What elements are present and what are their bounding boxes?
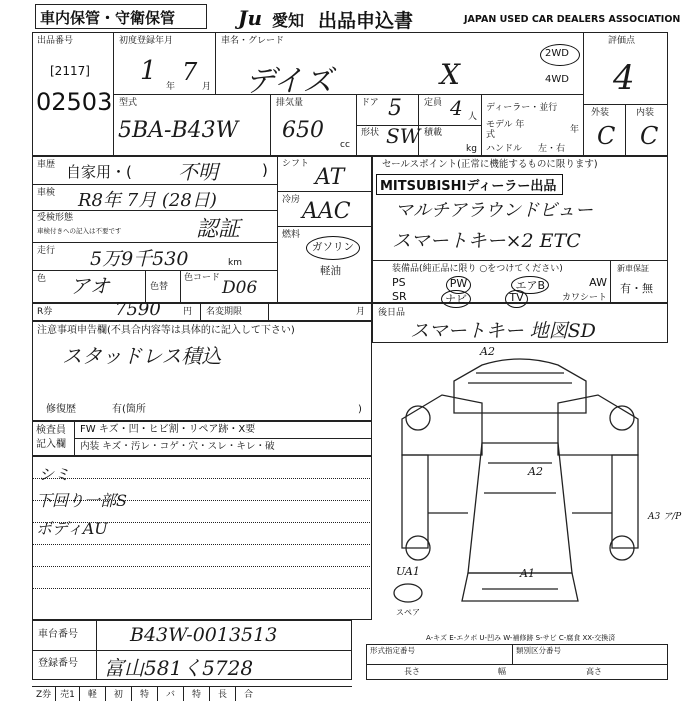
displacement-value: 650 [282, 118, 324, 143]
deadline-label: 名変期限 [206, 307, 243, 317]
car-damage-diagram [372, 343, 682, 620]
recycle-label: R券 [37, 307, 53, 317]
rating-label: 評価点 [608, 36, 636, 46]
equipment-sr: SR [392, 290, 407, 303]
aftermarket-value: スマートキー 地図SD [410, 320, 596, 342]
acceptance-label: 受検形態 [37, 213, 74, 223]
mileage-value: 5万9千530 [90, 248, 189, 270]
mileage-unit: km [228, 258, 242, 268]
spare-label: スペア [396, 608, 420, 617]
chassis-value: B43W-0013513 [130, 624, 278, 646]
color-value: アオ [70, 274, 110, 298]
equipment-navi: ナビ [441, 290, 471, 308]
dealer-banner: MITSUBISHIディーラー出品 [380, 179, 557, 194]
repair-close-paren: ) [358, 404, 362, 415]
acceptance-sublabel: 車検付きへの記入は不要です [37, 227, 122, 235]
handle-options: 左・右 [538, 144, 566, 154]
width-label: 幅 [498, 667, 506, 676]
inspector-fw-row: FW キズ・凹・ヒビ割・リペア跡・X要 [80, 424, 256, 435]
recycle-frame [32, 303, 372, 321]
footer-item: 長 [210, 687, 236, 701]
inspection-label: 車検 [37, 188, 56, 198]
inspector-label-line2: 記入欄 [36, 439, 66, 450]
shift-label: シフト [282, 159, 310, 169]
footer-item: 合 [244, 690, 254, 700]
length-label: 長さ [404, 667, 420, 676]
load-label: 積載 [424, 128, 443, 138]
diagram-mark-a2-roof: A2 [528, 465, 543, 478]
car-name-label: 車名・グレード [221, 36, 285, 46]
equipment-label: 装備品(純正品に限り ○をつけてください) [392, 264, 563, 274]
warranty-options: 有・無 [620, 282, 653, 295]
doors-label: ドア [361, 98, 379, 108]
mileage-label: 走行 [37, 246, 56, 256]
sales-point-line1: マルチアラウンドビュー [395, 200, 593, 221]
handle-label: ハンドル [486, 144, 523, 154]
drive-2wd: 2WD [545, 48, 569, 59]
recycle-value: 7590 [115, 299, 161, 320]
fuel-label: 燃料 [282, 230, 301, 240]
inspector-note-2: 下回り一部S [36, 491, 127, 510]
height-label: 高さ [586, 667, 602, 676]
color-code-label: 色コード [184, 273, 221, 283]
equipment-seat: カワシート [561, 293, 607, 303]
ju-logo: Ju [238, 6, 263, 30]
plate-label: 登録番号 [38, 658, 78, 669]
association-name: JAPAN USED CAR DEALERS ASSOCIATION [464, 14, 681, 25]
repair-label: 修復歴 [46, 404, 76, 415]
model-value: 5BA-B43W [118, 118, 239, 143]
lot-number: 02503 [36, 88, 113, 116]
displacement-unit: cc [340, 140, 350, 150]
footer-item: 初 [106, 687, 132, 701]
footer-row [32, 686, 352, 701]
notes-frame [32, 321, 372, 421]
chassis-label: 車台番号 [38, 629, 78, 640]
doors-value: 5 [388, 96, 402, 121]
inspector-interior-row: 内装 キズ・汚レ・コゲ・穴・スレ・キレ・破 [80, 441, 275, 452]
capacity-value: 4 [450, 96, 463, 120]
model-label: 型式 [119, 98, 138, 108]
registration-year-unit: 年 [166, 82, 176, 92]
shape-label: 形状 [361, 128, 380, 138]
logo-region: 愛知 [272, 11, 305, 30]
aftermarket-label: 後日品 [378, 308, 406, 318]
color-code: D06 [222, 278, 258, 298]
equipment-tv: TV [505, 290, 527, 308]
registration-month: 7 [182, 58, 198, 86]
model-year-unit: 年 [570, 125, 580, 135]
warranty-label: 新車保証 [617, 264, 649, 273]
exterior-grade: C [597, 122, 616, 150]
exterior-label: 外装 [591, 108, 610, 118]
inspection-value: R8年 7月 (28日) [78, 190, 217, 211]
form-title: 出品申込書 [318, 10, 414, 32]
notes-value: スタッドレス積込 [62, 344, 222, 368]
storage-label: 車内保管・守衛保管 [40, 9, 176, 27]
footer-item: バ [158, 687, 184, 701]
footer-item: 軽 [80, 687, 106, 701]
usage-label: 車歴 [37, 160, 56, 170]
equipment-ps: PS [392, 276, 406, 289]
inspector-note-3: ボディAU [36, 519, 108, 538]
interior-grade: C [640, 122, 659, 150]
model-year-label: モデル 年式 [486, 120, 525, 140]
classification-label: 類別区分番号 [516, 646, 561, 655]
usage-suffix: ) [262, 161, 268, 179]
capacity-unit: 人 [468, 112, 478, 122]
drive-4wd: 4WD [545, 74, 569, 85]
color-change-label: 色替 [150, 282, 169, 292]
sales-points-label: セールスポイント(正常に機能するものに限ります) [382, 159, 598, 170]
lot-label: 出品番号 [37, 36, 74, 46]
shape-value: SW [386, 124, 421, 148]
fuel-diesel: 軽油 [320, 265, 341, 277]
acceptance-value: 認証 [196, 217, 241, 242]
equipment-airbag: エアB [511, 276, 549, 294]
footer-item: Z券 [32, 687, 56, 701]
car-name: デイズ [245, 64, 333, 99]
diagram-mark-a3: A3 ア/P [648, 512, 682, 522]
deadline-unit: 月 [356, 307, 366, 317]
inspector-note-1: シミ [38, 465, 71, 484]
lot-bracket-number: [2117] [50, 64, 90, 78]
dealer-label: ディーラー・並行 [486, 103, 558, 113]
interior-label: 内装 [636, 108, 655, 118]
registration-month-unit: 月 [202, 82, 212, 92]
diagram-mark-ua1: UA1 [396, 565, 420, 578]
equipment-pw: PW [446, 276, 472, 294]
diagram-mark-a2-front: A2 [480, 345, 495, 358]
repair-value: 有(箇所 [112, 404, 146, 415]
color-label: 色 [37, 274, 47, 284]
fuel-gasoline: ガソリン [312, 241, 354, 253]
type-designation-label: 形式指定番号 [370, 646, 415, 655]
damage-legend: A-キズ E-エクボ U-凹み W-補修跡 S-サビ C-腐食 XX-交換済 [426, 634, 616, 642]
registration-label: 初度登録年月 [119, 36, 174, 46]
footer-item: 売1 [56, 687, 80, 701]
registration-year: 1 [140, 56, 157, 86]
notes-label: 注意事項申告欄(不具合内容等は具体的に記入して下さい) [37, 325, 295, 336]
usage-value: 不明 [178, 160, 218, 184]
rating-score: 4 [613, 58, 635, 98]
recycle-unit: 円 [183, 307, 193, 317]
shift-value: AT [315, 165, 345, 190]
displacement-label: 排気量 [276, 98, 304, 108]
car-grade: X [440, 58, 460, 91]
equipment-aw: AW [589, 276, 607, 289]
load-unit: kg [466, 144, 477, 154]
usage-prefix: 自家用・( [66, 163, 132, 181]
footer-item: 特 [132, 687, 158, 701]
inspector-label-line1: 検査員 [36, 425, 66, 436]
sales-point-line2: スマートキー×2 ETC [392, 230, 581, 252]
diagram-mark-a1: A1 [520, 567, 535, 580]
plate-value: 富山581く5728 [104, 656, 254, 680]
aircon-value: AAC [302, 199, 351, 224]
capacity-label: 定員 [424, 98, 443, 108]
aircon-label: 冷房 [282, 195, 301, 205]
footer-item: 特 [184, 687, 210, 701]
